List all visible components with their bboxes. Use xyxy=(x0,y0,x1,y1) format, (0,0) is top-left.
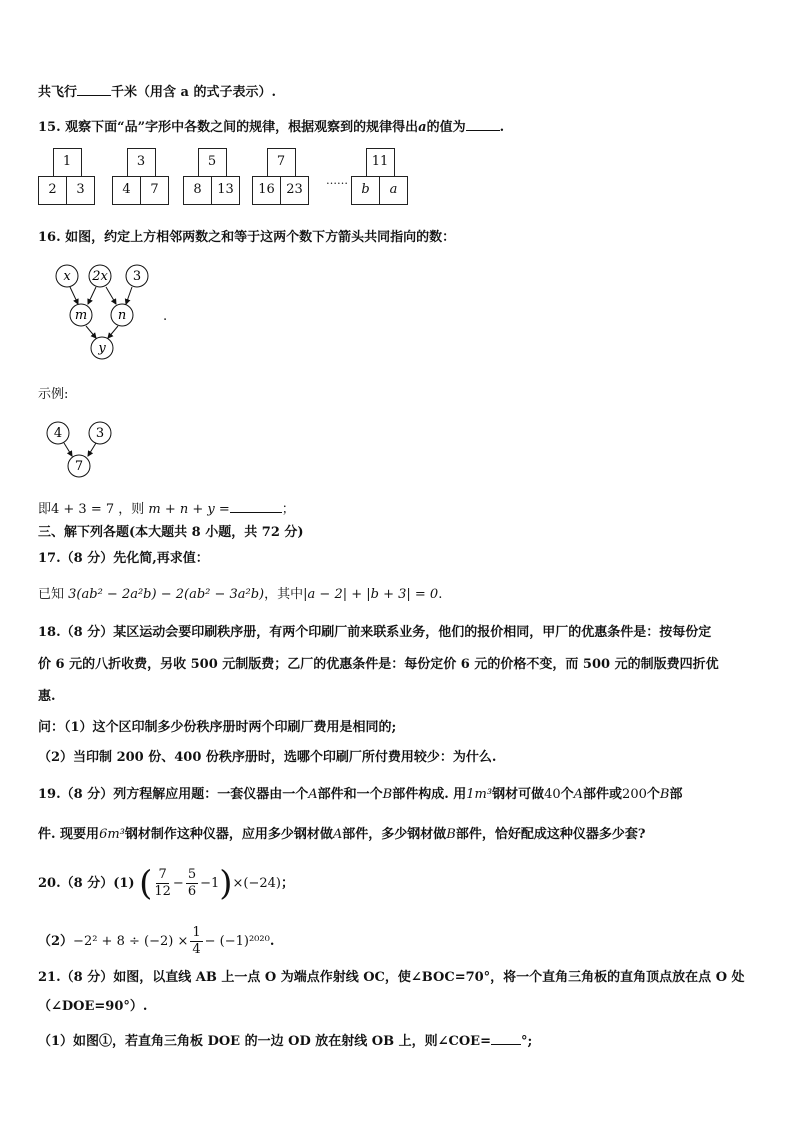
q21-sub1-text: （1）如图①，若直角三角板 DOE 的一边 OD 放在射线 OB 上，则∠COE= xyxy=(38,1034,491,1049)
question-number: 17. xyxy=(38,551,61,566)
q21-sub1 xyxy=(38,1030,532,1051)
q19-text: 部件，多少钢材做 xyxy=(342,827,447,842)
q21-text: 如图，以直线 AB 上一点 O 为端点作射线 OC，使∠BOC=70°，将一个直角三角板的直角顶点放在点 O 处 xyxy=(113,970,745,985)
q15-var: a xyxy=(418,120,427,135)
node-label: 3 xyxy=(95,426,105,441)
pin-cell-top: 11 xyxy=(366,148,395,177)
var-a: A xyxy=(308,787,318,802)
arrow xyxy=(86,326,96,338)
q15-end: . xyxy=(499,120,505,135)
node-label: 4 xyxy=(53,426,63,441)
arrow xyxy=(126,287,132,304)
answer-blank xyxy=(491,1030,521,1045)
q19-text: 钢材可做 xyxy=(492,787,545,802)
pin-cell-left: b xyxy=(351,176,380,205)
var-a: A xyxy=(332,827,343,842)
q18-line3: 惠. xyxy=(38,689,56,704)
question-number: 21. xyxy=(38,970,61,985)
operator: ×(−24) xyxy=(232,876,282,891)
example-label: 示例: xyxy=(38,387,69,402)
var-b: B xyxy=(659,787,670,802)
pin-figure xyxy=(252,148,310,206)
arrow xyxy=(88,443,96,456)
node-label: x xyxy=(63,269,71,284)
node-label: 3 xyxy=(132,269,142,284)
arrow xyxy=(64,443,72,456)
q18-text: 某区运动会要印刷秩序册，有两个印刷厂前来联系业务，他们的报价相同，甲厂的优惠条件是：按每份定 xyxy=(113,625,712,640)
given-label: 已知 xyxy=(38,587,65,602)
var-a: A xyxy=(573,787,584,802)
part-label: （2） xyxy=(38,934,74,949)
q18-ask1: 问：（1）这个区印制多少份秩序册时两个印刷厂费用是相同的; xyxy=(38,720,397,735)
q19-text: 个 xyxy=(646,787,660,802)
q17-text: 先化简,再求值： xyxy=(113,551,209,566)
q15-text-after: 的值为 xyxy=(426,120,466,135)
fraction xyxy=(154,867,171,900)
q17-condition: |a − 2| + |b + 3| = 0 xyxy=(303,587,439,602)
q21-line1 xyxy=(38,969,745,987)
question-number: 20. xyxy=(38,876,61,891)
pin-figure xyxy=(112,148,170,206)
pin-cell-left: 16 xyxy=(252,176,281,205)
q14-tail xyxy=(38,81,276,102)
answer-blank xyxy=(230,498,282,513)
arrow xyxy=(88,287,96,304)
question-number: 16. xyxy=(38,230,61,245)
q19-text: 列方程解应用题：一套仪器由一个 xyxy=(113,787,309,802)
answer-prefix: 即4 + 3 = 7 ，则 xyxy=(38,502,145,517)
q19-line2 xyxy=(38,826,645,844)
q19-text: 件. 现要用 xyxy=(38,827,100,842)
pin-figure xyxy=(183,148,241,206)
q15-text: 观察下面“品”字形中各数之间的规律，根据观察到的规律得出 xyxy=(65,120,419,135)
num-200: 200 xyxy=(622,787,647,802)
fraction xyxy=(190,925,202,958)
pin-cell-right: 3 xyxy=(66,176,95,205)
q17-question xyxy=(38,550,209,568)
points: （8 分） xyxy=(60,876,114,891)
arrow xyxy=(70,287,78,304)
node-label: y xyxy=(98,341,106,356)
pin-cell-right: 7 xyxy=(140,176,169,205)
q21-sub1-end: °; xyxy=(520,1034,533,1049)
paren: ( xyxy=(139,863,153,904)
pin-cell-top: 5 xyxy=(198,148,227,177)
q19-line1 xyxy=(38,786,682,804)
pin-cell-right: 23 xyxy=(280,176,309,205)
section-heading: 三、解下列各题(本大题共 8 小题，共 72 分) xyxy=(38,525,304,540)
arrow xyxy=(106,287,116,304)
q19-text: 部件，恰好配成这种仪器多少套? xyxy=(455,827,646,842)
denominator: 6 xyxy=(187,884,197,899)
q16-question xyxy=(38,229,455,247)
arrow xyxy=(108,326,118,338)
q19-text: 个 xyxy=(560,787,574,802)
end-mark: ； xyxy=(281,876,295,891)
q16-example-diagram xyxy=(44,420,134,480)
pin-cell-right: 13 xyxy=(211,176,240,205)
q18-line2: 价 6 元的八折收费，另收 500 元制版费；乙厂的优惠条件是：每份定价 6 元的价格不变，而 500 元的制版费四折优 xyxy=(38,657,719,672)
question-number: 15. xyxy=(38,120,61,135)
q17-end: . xyxy=(438,587,443,602)
denominator: 12 xyxy=(154,884,171,899)
expression: −2² + 8 ÷ (−2) × xyxy=(73,934,189,949)
q14-prefix: 共飞行 xyxy=(38,85,78,100)
q19-text: 部件构成. 用 xyxy=(392,787,467,802)
var-b: B xyxy=(382,787,393,802)
node-label: 2x xyxy=(92,269,108,284)
q20-part2 xyxy=(38,924,274,960)
q21-line2: （∠DOE=90°）. xyxy=(38,999,148,1014)
pin-figure xyxy=(351,148,409,206)
num-40: 40 xyxy=(544,787,561,802)
pin-cell-left: 4 xyxy=(112,176,141,205)
where-label: ，其中 xyxy=(264,587,304,602)
unit-6m3: 6m³ xyxy=(99,827,125,842)
denominator: 4 xyxy=(192,942,201,957)
question-number: 18. xyxy=(38,625,61,640)
fraction xyxy=(186,867,198,900)
q19-text: 部件或 xyxy=(583,787,623,802)
points: （8 分） xyxy=(60,787,114,802)
node-label: m xyxy=(74,308,88,323)
q19-text: 部 xyxy=(669,787,683,802)
q14-suffix: 千米（用含 a 的式子表示）. xyxy=(111,85,277,100)
q17-given xyxy=(38,586,442,604)
q20-part1 xyxy=(38,863,295,904)
q17-expression: 3(ab² − 2a²b) − 2(ab² − 3a²b) xyxy=(68,587,265,602)
answer-end: ； xyxy=(281,502,295,517)
var-b: B xyxy=(446,827,456,842)
q18-line1 xyxy=(38,624,711,642)
answer-blank xyxy=(77,81,111,96)
expression: − (−1)²⁰²⁰ xyxy=(204,934,270,949)
points: （8 分） xyxy=(60,625,114,640)
q16-text: 如图，约定上方相邻两数之和等于这两个数下方箭头共同指向的数： xyxy=(65,230,456,245)
unit-1m3: 1m³ xyxy=(466,787,493,802)
pin-cell-left: 8 xyxy=(183,176,212,205)
pin-figure xyxy=(38,148,96,206)
q18-ask2: （2）当印制 200 份、400 份秩序册时，选哪个印刷厂所付费用较少：为什么. xyxy=(38,750,497,765)
q16-answer xyxy=(38,498,295,519)
pin-cell-top: 7 xyxy=(267,148,296,177)
q19-text: 钢材制作这种仪器，应用多少钢材做 xyxy=(124,827,333,842)
pin-cell-left: 2 xyxy=(38,176,67,205)
node-label: 7 xyxy=(74,459,84,474)
answer-expr: m + n + y = xyxy=(148,502,230,517)
part-label: (1) xyxy=(113,876,135,891)
q19-text: 部件和一个 xyxy=(317,787,383,802)
node-label: n xyxy=(117,308,127,323)
numerator: 1 xyxy=(192,925,201,940)
pin-cell-right: a xyxy=(379,176,408,205)
question-number: 19. xyxy=(38,787,61,802)
end-mark: . xyxy=(269,934,275,949)
pin-cell-top: 1 xyxy=(53,148,82,177)
paren: ) xyxy=(219,863,233,904)
numerator: 7 xyxy=(158,867,167,882)
operator: −1 xyxy=(200,876,220,891)
ellipsis: …… xyxy=(326,174,348,187)
operator: − xyxy=(172,876,184,891)
q15-question xyxy=(38,116,504,137)
points: （8 分） xyxy=(60,551,114,566)
pin-cell-top: 3 xyxy=(127,148,156,177)
q16-period: . xyxy=(163,309,168,324)
points: （8 分） xyxy=(60,970,114,985)
numerator: 5 xyxy=(187,867,197,882)
answer-blank xyxy=(466,116,500,131)
